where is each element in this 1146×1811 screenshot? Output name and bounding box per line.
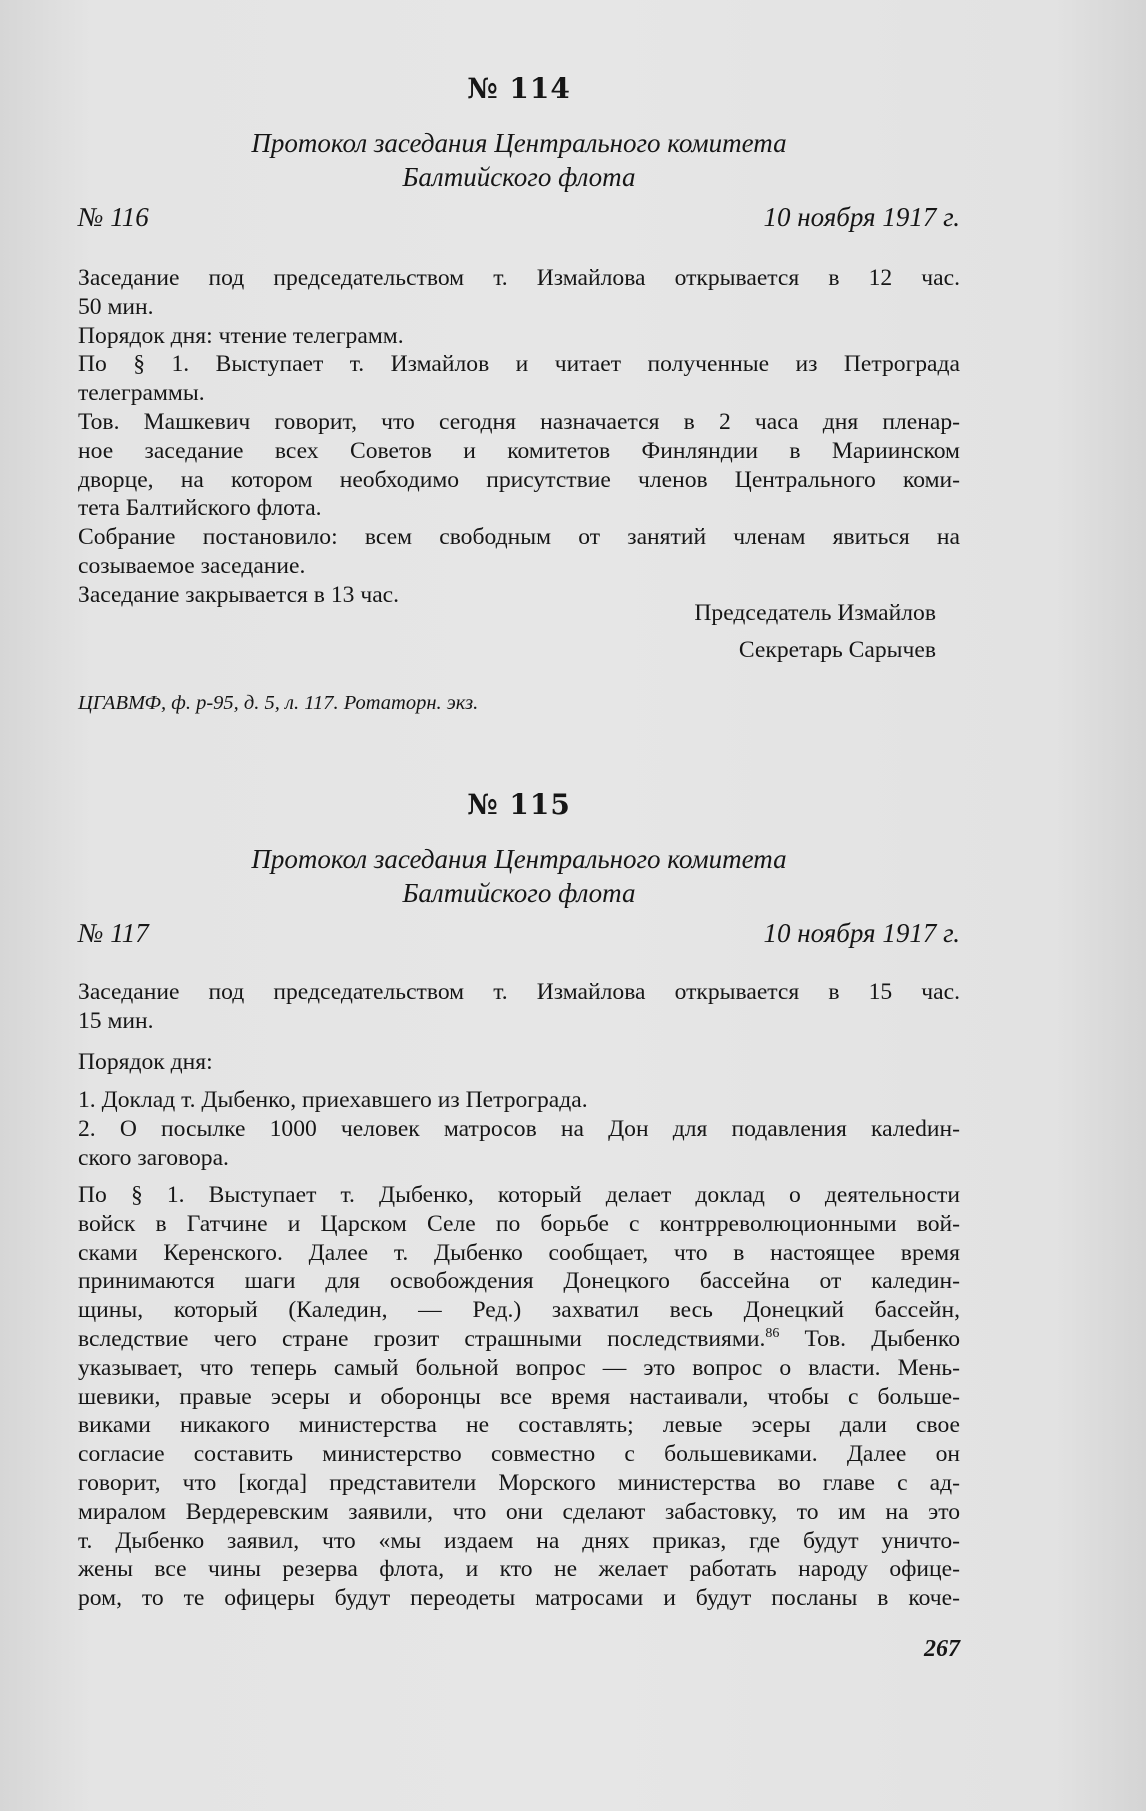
doc115-agenda bbox=[78, 1048, 960, 1077]
doc115-number: № 115 bbox=[467, 788, 571, 821]
doc114-line: телеграммы. bbox=[78, 380, 205, 407]
doc114-line: Собрание постановило: всем свободным от занятий членам явиться на bbox=[78, 524, 960, 551]
doc115-body-line: указывает, что теперь самый больной вопрос — это вопрос о власти. Мень- bbox=[78, 1354, 960, 1381]
doc115-date: 10 ноября 1917 г. bbox=[763, 918, 960, 948]
doc115-body-line: щины, который (Каледин, — Ред.) захватил весь Донецкий бассейн, bbox=[78, 1297, 960, 1324]
doc114-line: дворце, на котором необходимо присутствие членов Центрального коми- bbox=[78, 466, 960, 493]
doc114-protocol-number: № 116 bbox=[78, 202, 149, 232]
doc115-body-line: миралом Вердеревским заявили, что они сделают забастовку, то им на это bbox=[78, 1498, 960, 1525]
page-number: 267 bbox=[924, 1636, 960, 1662]
doc115-agenda-item: 1. Доклад т. Дыбенко, приехавшего из Петрограда. bbox=[78, 1087, 588, 1113]
doc114-secretary: Секретарь Сарычев bbox=[738, 637, 936, 663]
doc115-body-line: согласие составить министерство совместно с большевиками. Далее он bbox=[78, 1441, 960, 1468]
doc115-opening-line: Заседание под председательством т. Измайлова открывается в 15 час. bbox=[78, 979, 960, 1005]
doc115-title bbox=[78, 842, 960, 910]
doc114-title-line2: Балтийского флота bbox=[402, 162, 636, 192]
doc115-agenda-items bbox=[78, 1086, 960, 1172]
doc115-body-line: ром, то те офицеры будут переодеты матросами и будут посланы в коче- bbox=[78, 1585, 960, 1612]
doc115-protocol-number: № 117 bbox=[78, 918, 149, 948]
doc115-body-line-with-footnote bbox=[78, 1325, 960, 1354]
doc115-agenda-heading: Порядок дня: bbox=[78, 1049, 213, 1075]
doc115-body-line: т. Дыбенко заявил, что «мы издаем на днях приказ, где будут уничто- bbox=[78, 1527, 960, 1554]
doc115-body-line-text: вследствие чего стране грозит страшными последствиями. bbox=[78, 1325, 766, 1352]
doc114-line: тета Балтийского флота. bbox=[78, 495, 322, 522]
doc115-opening bbox=[78, 978, 960, 1036]
doc114-archive-reference: ЦГАВМФ, ф. р-95, д. 5, л. 117. Ротаторн. экз. bbox=[78, 692, 479, 714]
doc115-body bbox=[78, 1181, 960, 1613]
doc115-agenda-item: 2. О посылке 1000 человек матросов на Дон для подавления калedин- bbox=[78, 1115, 960, 1142]
doc115-title-line2: Балтийского флота bbox=[402, 878, 636, 908]
doc114-line: Заседание закрывается в 13 час. bbox=[78, 581, 400, 608]
doc115-body-line: По § 1. Выступает т. Дыбенко, который делает доклад о деятельности bbox=[78, 1182, 960, 1208]
doc115-title-line1: Протокол заседания Центрального комитета bbox=[251, 844, 787, 874]
doc115-opening-line: 15 мин. bbox=[78, 1007, 154, 1034]
text-column bbox=[78, 0, 960, 1811]
doc114-line: ное заседание всех Советов и комитетов Финляндии в Мариинском bbox=[78, 437, 960, 464]
doc114-line: Заседание под председательством т. Измайлова открывается в 12 час. bbox=[78, 265, 960, 291]
footnote-marker[interactable]: 86 bbox=[765, 1326, 780, 1342]
doc114-title bbox=[78, 126, 960, 194]
doc115-body-line: сками Керенского. Далее т. Дыбенко сообщает, что в настоящее время bbox=[78, 1239, 960, 1266]
doc114-title-line1: Протокол заседания Центрального комитета bbox=[251, 128, 787, 158]
doc115-body-line: войск в Гатчине и Царском Селе по борьбе с контрреволюционными вой- bbox=[78, 1210, 960, 1237]
doc114-chairman: Председатель Измайлов bbox=[694, 600, 936, 626]
doc114-line: созываемое заседание. bbox=[78, 552, 306, 579]
doc115-body-line: шевики, правые эсеры и оборонцы все время настаивали, чтобы с больше- bbox=[78, 1383, 960, 1410]
doc114-date: 10 ноября 1917 г. bbox=[763, 202, 960, 232]
doc115-body-line: жены все чины резерва флота, и кто не желает работать народу офице- bbox=[78, 1556, 960, 1583]
doc114-number: № 114 bbox=[467, 72, 571, 105]
doc114-line: По § 1. Выступает т. Измайлов и читает полученные из Петрограда bbox=[78, 351, 960, 378]
doc115-body-line-tail: Тов. Дыбенко bbox=[779, 1325, 960, 1352]
doc115-body-line: говорит, что [когда] представители Морского министерства во главе с ад- bbox=[78, 1469, 960, 1496]
doc114-line: Тов. Машкевич говорит, что сегодня назначается в 2 часа дня пленар- bbox=[78, 408, 960, 435]
doc114-line: Порядок дня: чтение телеграмм. bbox=[78, 322, 404, 349]
doc114-body bbox=[78, 264, 960, 610]
doc115-body-line: виками никакого министерства не составлять; левые эсеры дали свое bbox=[78, 1412, 960, 1439]
doc114-line: 50 мин. bbox=[78, 293, 154, 320]
doc115-agenda-item: ского заговора. bbox=[78, 1144, 229, 1171]
doc115-body-line: принимаются шаги для освобождения Донецкого бассейна от каледин- bbox=[78, 1268, 960, 1295]
